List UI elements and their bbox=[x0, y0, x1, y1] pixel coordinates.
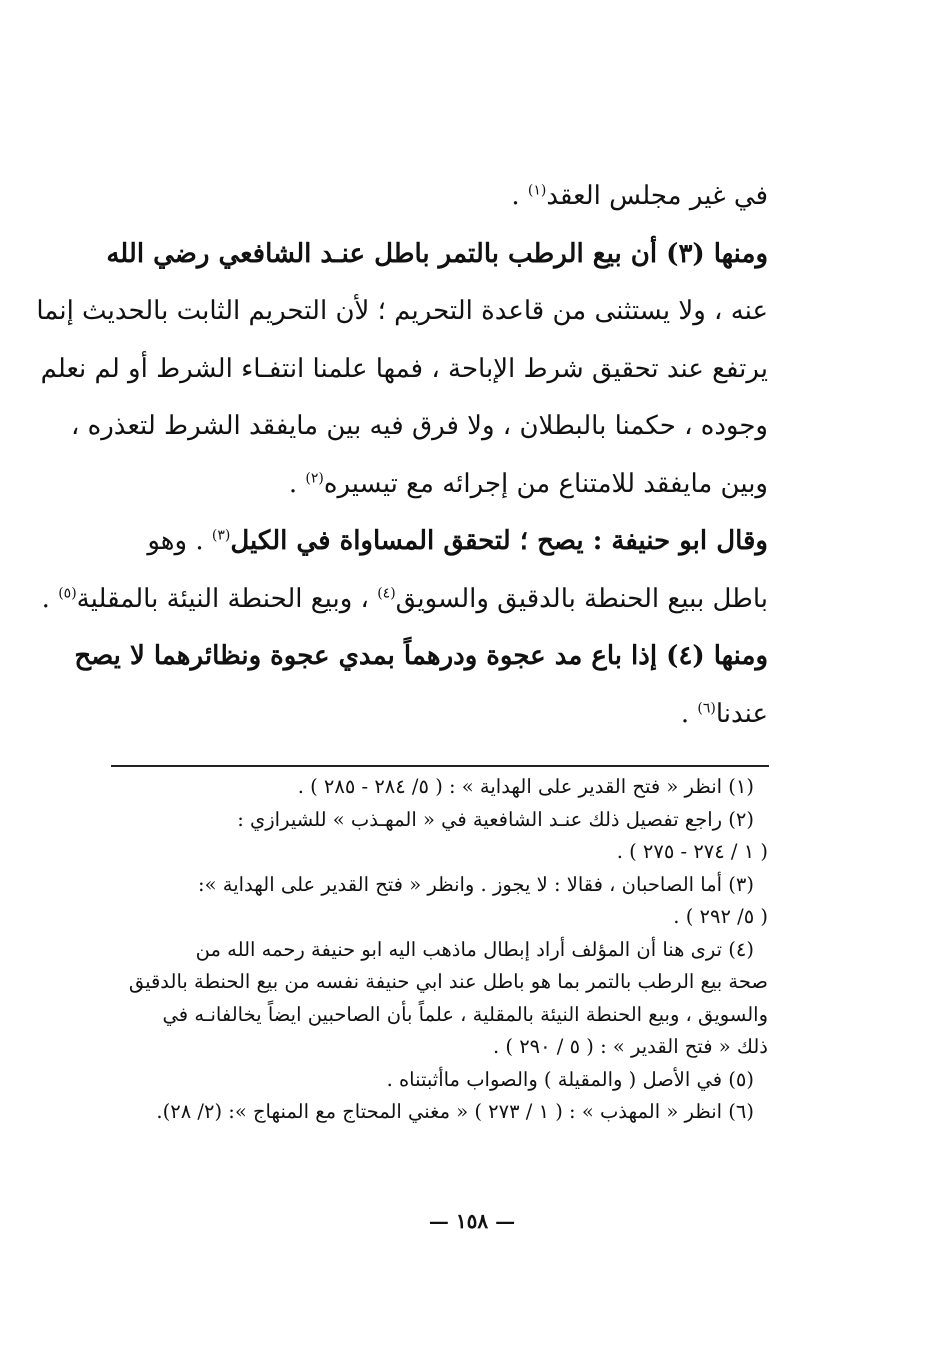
footnote-5: (٥) في الأصل ( والمقيلة ) والصواب ماأثبتناه . bbox=[386, 1067, 754, 1091]
footnote-ref-6[interactable]: (٦) bbox=[697, 699, 716, 716]
footnote-3: (٣) أما الصاحبان ، فقالا : لا يجوز . وانظر « فتح القدير على الهداية »: ( ٥/ ٢٩٢ ) . bbox=[198, 872, 768, 928]
main-line-2: ومنها (٣) أن بيع الرطب بالتمر باطل عنـد الشافعي رضي الله bbox=[106, 238, 768, 269]
page-number: — ١٥٨ — bbox=[428, 1209, 516, 1233]
main-line-10: عندنا$^{(٦)}$ . bbox=[680, 698, 768, 729]
footnote-2: (٢) راجع تفصيل ذلك عنـد الشافعية في « المهـذب » للشيرازي : ( ١ / ٢٧٤ - ٢٧٥ ) . bbox=[237, 807, 768, 863]
footnote-ref-3[interactable]: (٣) bbox=[211, 527, 231, 544]
main-line-9: ومنها (٤) إذا باع مد عجوة ودرهماً بمدي عجوة ونظائرهما لا يصح bbox=[74, 641, 768, 671]
footnote-ref-2[interactable]: (٢) bbox=[305, 469, 324, 486]
main-line-5: وجوده ، حكمنا بالبطلان ، ولا فرق فيه بين مايفقد الشرط لتعذره ، bbox=[70, 411, 768, 441]
main-line-3: عنه ، ولا يستثنى من قاعدة التحريم ؛ لأن التحريم الثابت بالحديث إنما bbox=[36, 296, 768, 326]
footnote-4: (٤) ترى هنا أن المؤلف أراد إبطال ماذهب اليه ابو حنيفة رحمه الله من صحة بيع الرطب بالتمر بما هو باطل عند ابي حنيفة نفسه من بيع الحنطة بالدقيق والسويق ، وبيع الحنطة النيئة بالمقلية ، علماً بأن الصاحبين ايضاً يخالفانـه في ذلك « فتح القدير » : ( ٥ / ٢٩٠ ) . bbox=[128, 937, 768, 1058]
footnote-ref-5[interactable]: (٥) bbox=[58, 584, 77, 601]
main-line-4: يرتفع عند تحقيق شرط الإباحة ، فمها علمنا انتفـاء الشرط أو لم نعلم bbox=[40, 353, 768, 384]
main-text bbox=[36, 168, 768, 743]
footnote-ref-1[interactable]: (١) bbox=[527, 182, 547, 199]
main-line-6: وبين مايفقد للامتناع من إجرائه مع تيسيره$^{(٢)}$ . bbox=[288, 468, 768, 499]
footnote-1: (١) انظر « فتح القدير على الهداية » : ( ٥/ ٢٨٤ - ٢٨٥ ) . bbox=[297, 775, 754, 798]
footnote-6: (٦) انظر « المهذب » : ( ١ / ٢٧٣ ) « مغني المحتاج مع المنهاج »: (٢/ ٢٨). bbox=[156, 1100, 754, 1123]
footnote-ref-4[interactable]: (٤) bbox=[377, 584, 396, 601]
main-line-7: وقال ابو حنيفة : يصح ؛ لتحقق المساواة في الكيل$^{(٣)}$ . وهو bbox=[147, 526, 768, 556]
main-line-1: في غير مجلس العقد$^{(١)}$ . bbox=[511, 181, 768, 211]
main-line-8: باطل ببيع الحنطة بالدقيق والسويق$^{(٤)}$ ، وبيع الحنطة النيئة بالمقلية$^{(٥)}$ . bbox=[41, 583, 768, 614]
footnotes bbox=[100, 771, 768, 1129]
footnote-divider bbox=[111, 765, 769, 767]
